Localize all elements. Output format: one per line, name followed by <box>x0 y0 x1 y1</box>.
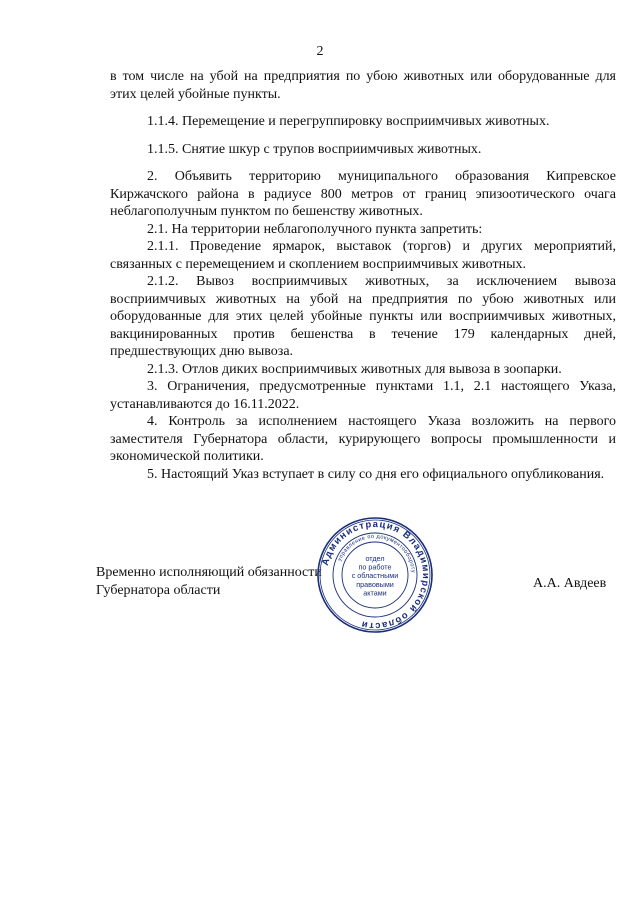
paragraph-2: 2. Объявить территорию муниципального образования Кипревское Киржачского района в радиусе 800 метров от границ эпизоотического очага неблагополучным пунктом по бешенству животных. <box>110 169 616 219</box>
stamp-center-line: правовыми <box>356 579 394 589</box>
paragraph-2-1-3: 2.1.3. Отлов диких восприимчивых животных для вывоза в зоопарки. <box>147 361 562 377</box>
paragraph-2-1-1: 2.1.1. Проведение ярмарок, выставок (торгов) и других мероприятий, связанных с перемещением и скоплением восприимчивых животных. <box>110 239 616 272</box>
stamp-outer-text: Администрация Владимирской области <box>319 518 432 632</box>
signatory-name: А.А. Авдеев <box>533 576 607 591</box>
paragraph-2-1: 2.1. На территории неблагополучного пункта запретить: <box>147 221 483 237</box>
signatory-title <box>96 564 336 600</box>
stamp-center-line: отдел <box>365 554 385 563</box>
stamp-inner-ring-text: управление по документообороту <box>336 533 416 574</box>
stamp-center-line: актами <box>363 588 387 598</box>
signatory-position-line2: Губернатора области <box>96 583 221 598</box>
page-number: 2 <box>316 44 324 59</box>
stamp-center-line: по работе <box>358 562 392 572</box>
paragraph-1-1-5: 1.1.5. Снятие шкур с трупов восприимчивых животных. <box>147 141 482 157</box>
paragraph-3: 3. Ограничения, предусмотренные пунктами 1.1, 2.1 настоящего Указа, устанавливаются до 16.11.2022. <box>110 379 616 412</box>
document-body <box>110 68 616 483</box>
signatory-position-line1: Временно исполняющий обязанности <box>96 565 322 580</box>
paragraph-continuation: в том числе на убой на предприятия по убою животных или оборудованные для этих целей убойные пункты. <box>110 69 616 102</box>
paragraph-5: 5. Настоящий Указ вступает в силу со дня его официального опубликования. <box>147 466 605 482</box>
paragraph-4: 4. Контроль за исполнением настоящего Указа возложить на первого заместителя Губернатора области, курирующего вопросы промышленности и экономической политики. <box>110 414 616 464</box>
official-stamp <box>316 516 434 634</box>
paragraph-2-1-2: 2.1.2. Вывоз восприимчивых животных, за исключением вывоза восприимчивых животных на убой на предприятия по убою животных или оборудованные для этих целей убойные пункты или восприимчивых животных, вакцинированных против бешенства в течение 179 календарных дней, предшествующих дню вывоза. <box>110 274 616 359</box>
paragraph-1-1-4: 1.1.4. Перемещение и перегруппировку восприимчивых животных. <box>147 114 550 129</box>
stamp-center-line: с областными <box>351 571 399 581</box>
stamp-seal-graphic <box>316 516 434 634</box>
